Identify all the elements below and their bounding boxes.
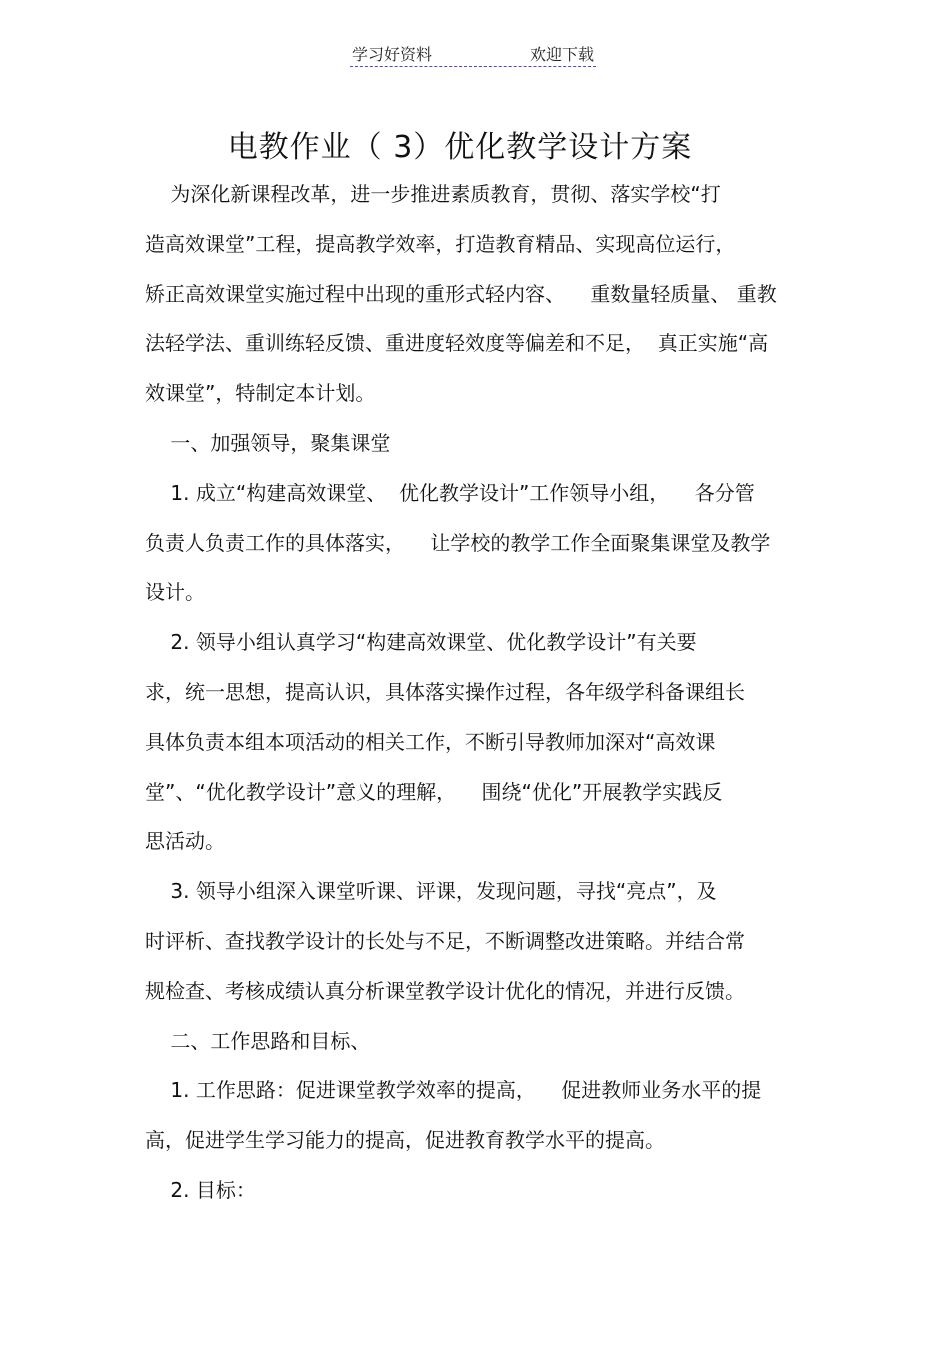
text-line: 高，促进学生学习能力的提高，促进教育教学水平的提高。 — [145, 1128, 665, 1153]
text-line: 矫正高效课堂实施过程中出现的重形式轻内容、 重数量轻质量、 重教 — [145, 281, 777, 306]
text-line: 堂”、“优化教学设计”意义的理解， 围绕“优化”开展教学实践反 — [145, 779, 723, 804]
page-header — [350, 40, 596, 67]
text-line: 负责人负责工作的具体落实， 让学校的教学工作全面聚集课堂及教学 — [145, 530, 771, 555]
text-line: 1. 成立“构建高效课堂、 优化教学设计”工作领导小组， 各分管 — [145, 480, 755, 505]
text-line: 具体负责本组本项活动的相关工作，不断引导教师加深对“高效课 — [145, 729, 716, 754]
text-line: 一、加强领导，聚集课堂 — [145, 430, 391, 455]
paragraph — [145, 419, 810, 469]
text-line: 思活动。 — [145, 829, 225, 854]
text-line: 1. 工作思路：促进课堂教学效率的提高， 促进教师业务水平的提 — [145, 1078, 762, 1103]
paragraph — [145, 867, 810, 1016]
text-line: 规检查、考核成绩认真分析课堂教学设计优化的情况，并进行反馈。 — [145, 978, 745, 1003]
text-line: 2. 目标： — [145, 1177, 256, 1202]
text-line: 二、工作思路和目标、 — [145, 1028, 371, 1053]
document-title: 电教作业（ 3）优化教学设计方案 — [227, 130, 693, 165]
text-line: 为深化新课程改革，进一步推进素质教育，贯彻、落实学校“打 — [145, 182, 721, 206]
paragraph — [145, 618, 810, 867]
paragraph — [145, 1017, 810, 1067]
text-line: 2. 领导小组认真学习“构建高效课堂、优化教学设计”有关要 — [145, 630, 697, 655]
text-line: 造高效课堂”工程，提高教学效率，打造教育精品、实现高位运行， — [145, 231, 736, 256]
paragraph — [145, 469, 810, 618]
text-line: 3. 领导小组深入课堂听课、评课，发现问题，寻找“亮点”，及 — [145, 879, 717, 904]
paragraph — [145, 1166, 810, 1216]
paragraph — [145, 1066, 810, 1166]
text-line: 法轻学法、重训练轻反馈、重进度轻效度等偏差和不足， 真正实施“高 — [145, 331, 769, 356]
text-line: 时评析、查找教学设计的长处与不足，不断调整改进策略。并结合常 — [145, 928, 745, 953]
text-line: 效课堂”，特制定本计划。 — [145, 381, 376, 406]
header-left-text: 学习好资料 — [352, 45, 433, 64]
document-body — [145, 170, 810, 1216]
paragraph — [145, 170, 810, 419]
text-line: 设计。 — [145, 580, 205, 605]
header-right-text: 欢迎下载 — [529, 45, 594, 64]
text-line: 求，统一思想，提高认识，具体落实操作过程，各年级学科备课组长 — [145, 679, 745, 704]
